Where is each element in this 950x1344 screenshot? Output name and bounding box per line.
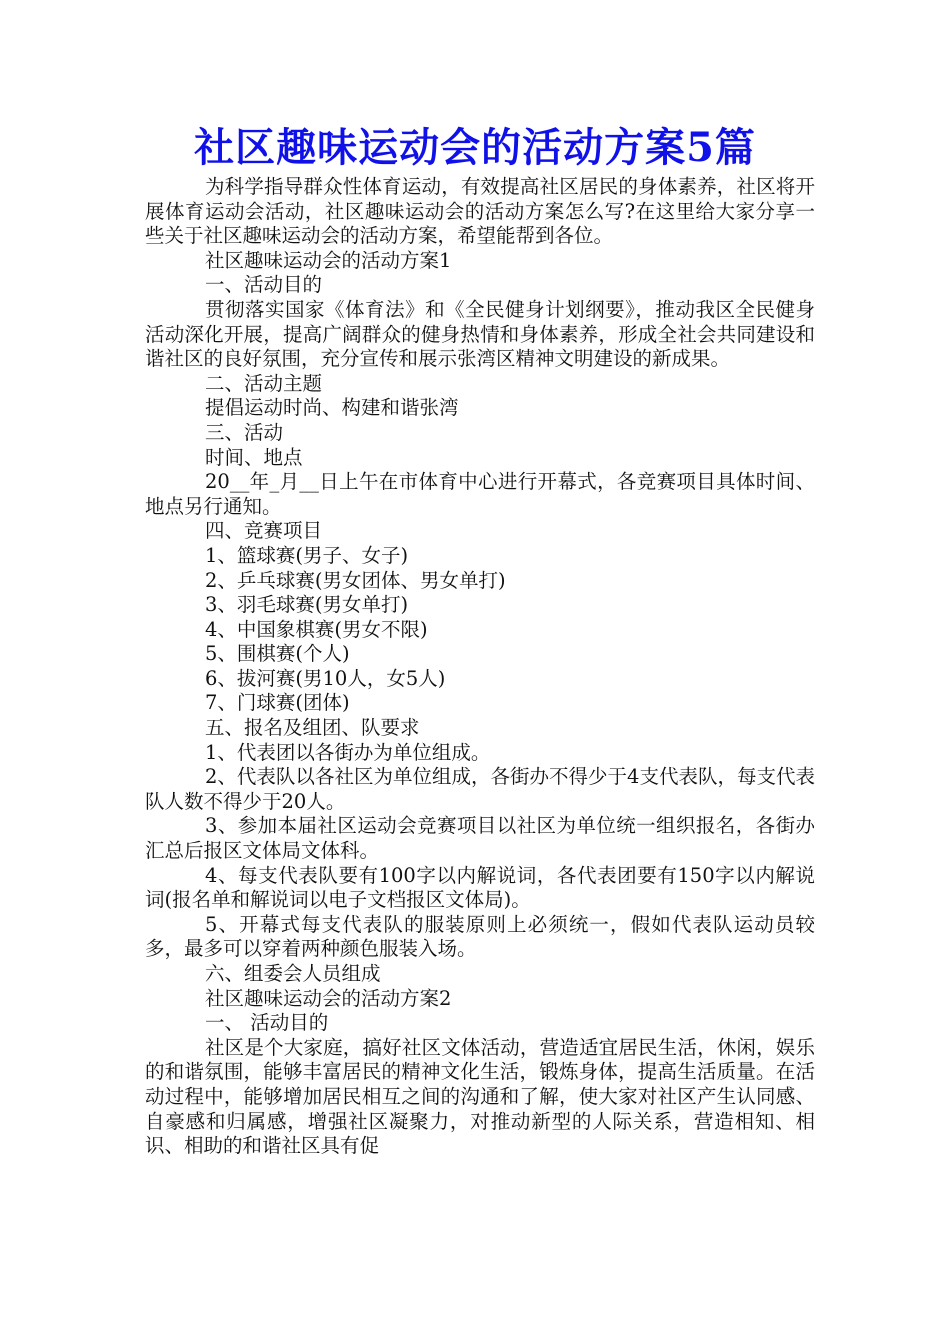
paragraph-time-place: 20__年_月__日上午在市体育中心进行开幕式，各竞赛项目具体时间、地点另行通知。 [145, 470, 815, 518]
heading-activity-theme: 二、活动主题 [205, 371, 323, 395]
list-item: 6、拔河赛(男10人，女5人) [205, 666, 446, 690]
section-heading-plan-2: 社区趣味运动会的活动方案2 [205, 986, 452, 1010]
list-item: 5、围棋赛(个人) [205, 642, 350, 666]
list-item: 3、参加本届社区运动会竞赛项目以社区为单位统一组织报名，各街办汇总后报区文体局文体科。 [145, 814, 815, 863]
document-title: 社区趣味运动会的活动方案5篇 [194, 124, 756, 171]
paragraph-purpose-2: 社区是个大家庭，搞好社区文体活动，营造适宜居民生活，休闲，娱乐的和谐氛围，能够丰富居民的精神文化生活，锻炼身体，提高生活质量。在活动过程中，能够增加居民相互之间的沟通和了解，使大家对社区产生认同感、自豪感和归属感，增强社区凝聚力，对推动新型的人际关系，营造相知、相识、相助的和谐社区具有促 [145, 1035, 815, 1158]
heading-registration: 五、报名及组团、队要求 [205, 716, 420, 740]
list-item: 4、中国象棋赛(男女不限) [205, 617, 428, 641]
heading-events: 四、竞赛项目 [205, 519, 323, 543]
section-heading-plan-1: 社区趣味运动会的活动方案1 [205, 248, 452, 272]
list-item: 2、代表队以各社区为单位组成，各街办不得少于4支代表队，每支代表队人数不得少于20人。 [145, 765, 815, 813]
list-item: 4、每支代表队要有100字以内解说词，各代表团要有150字以内解说词(报名单和解说词以电子文档报区文体局)。 [145, 863, 815, 912]
heading-time-place: 时间、地点 [205, 445, 303, 469]
list-item: 5、开幕式每支代表队的服装原则上必须统一，假如代表队运动员较多，最多可以穿着两种颜色服装入场。 [145, 912, 815, 961]
list-item: 2、乒乓球赛(男女团体、男女单打) [205, 568, 506, 592]
heading-activity-purpose-2: 一、 活动目的 [205, 1011, 329, 1035]
list-item: 7、门球赛(团体) [205, 691, 350, 715]
heading-activity-purpose: 一、活动目的 [205, 273, 323, 297]
intro-paragraph: 为科学指导群众性体育运动，有效提高社区居民的身体素养，社区将开展体育运动会活动，社区趣味运动会的活动方案怎么写?在这里给大家分享一些关于社区趣味运动会的活动方案，希望能帮到各位。 [145, 175, 815, 248]
list-item: 1、篮球赛(男子、女子) [205, 543, 409, 567]
paragraph-purpose: 贯彻落实国家《体育法》和《全民健身计划纲要》，推动我区全民健身活动深化开展，提高广阔群众的健身热情和身体素养，形成全社会共同建设和谐社区的良好氛围，充分宣传和展示张湾区精神文明建设的新成果。 [145, 297, 815, 371]
list-item: 3、羽毛球赛(男女单打) [205, 593, 409, 617]
heading-activity: 三、活动 [205, 420, 284, 444]
list-item: 1、代表团以各街办为单位组成。 [205, 740, 491, 764]
document-body [145, 175, 815, 1159]
paragraph-theme: 提倡运动时尚、构建和谐张湾 [205, 396, 459, 420]
heading-committee: 六、组委会人员组成 [205, 962, 381, 985]
